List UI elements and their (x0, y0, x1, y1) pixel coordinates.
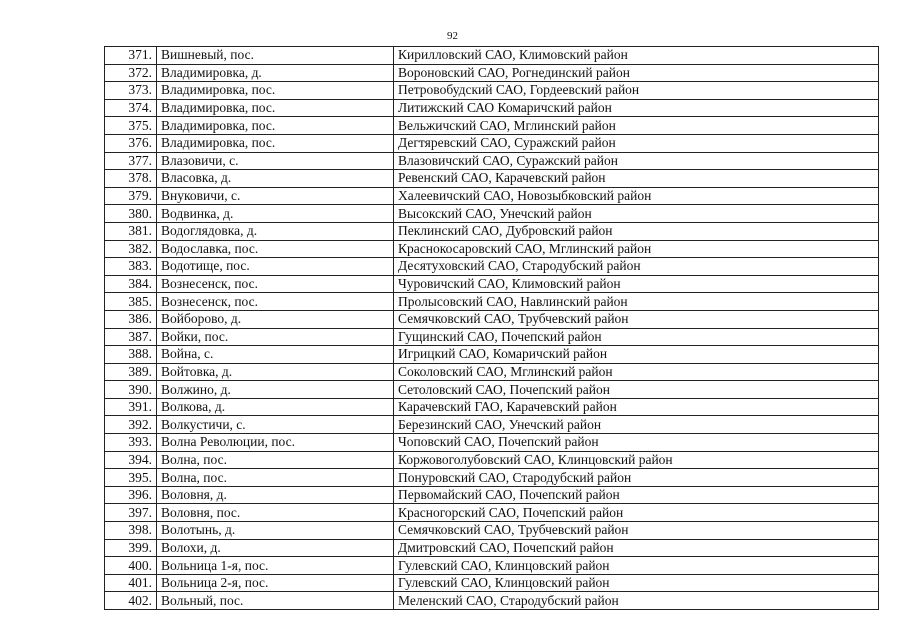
table-row (105, 293, 879, 311)
row-number: 379. (105, 187, 157, 205)
administrative-unit: Краснокосаровский САО, Мглинский район (394, 240, 879, 258)
table-row (105, 469, 879, 487)
administrative-unit: Халеевичский САО, Новозыбковский район (394, 187, 879, 205)
administrative-unit: Коржовоголубовский САО, Клинцовский район (394, 451, 879, 469)
settlement-name: Власовка, д. (157, 170, 394, 188)
table-row (105, 258, 879, 276)
table-row (105, 539, 879, 557)
row-number: 376. (105, 134, 157, 152)
table-row (105, 99, 879, 117)
table-row (105, 134, 879, 152)
row-number: 388. (105, 346, 157, 364)
row-number: 395. (105, 469, 157, 487)
settlement-name: Волжино, д. (157, 381, 394, 399)
row-number: 400. (105, 557, 157, 575)
administrative-unit: Пролысовский САО, Навлинский район (394, 293, 879, 311)
table-row (105, 504, 879, 522)
settlement-name: Волкустичи, с. (157, 416, 394, 434)
settlement-name: Волотынь, д. (157, 522, 394, 540)
row-number: 377. (105, 152, 157, 170)
administrative-unit: Вельжичский САО, Мглинский район (394, 117, 879, 135)
administrative-unit: Кирилловский САО, Климовский район (394, 47, 879, 65)
row-number: 371. (105, 47, 157, 65)
table-row (105, 486, 879, 504)
administrative-unit: Сетоловский САО, Почепский район (394, 381, 879, 399)
table-row (105, 64, 879, 82)
row-number: 373. (105, 82, 157, 100)
administrative-unit: Дегтяревский САО, Суражский район (394, 134, 879, 152)
administrative-unit: Семячковский САО, Трубчевский район (394, 310, 879, 328)
settlement-name: Войборово, д. (157, 310, 394, 328)
administrative-unit: Меленский САО, Стародубский район (394, 592, 879, 610)
row-number: 383. (105, 258, 157, 276)
row-number: 402. (105, 592, 157, 610)
table-row (105, 117, 879, 135)
row-number: 398. (105, 522, 157, 540)
table-row (105, 522, 879, 540)
table-row (105, 363, 879, 381)
table-row (105, 240, 879, 258)
row-number: 387. (105, 328, 157, 346)
settlement-name: Водотище, пос. (157, 258, 394, 276)
administrative-unit: Карачевский ГАО, Карачевский район (394, 398, 879, 416)
row-number: 386. (105, 310, 157, 328)
settlements-table (104, 46, 879, 610)
administrative-unit: Гущинский САО, Почепский район (394, 328, 879, 346)
table-row (105, 328, 879, 346)
settlement-name: Волна Революции, пос. (157, 434, 394, 452)
settlement-name: Воловня, пос. (157, 504, 394, 522)
table-row (105, 82, 879, 100)
table-row (105, 381, 879, 399)
settlement-name: Водоглядовка, д. (157, 222, 394, 240)
administrative-unit: Петровобудский САО, Гордеевский район (394, 82, 879, 100)
table-row (105, 557, 879, 575)
table-row (105, 434, 879, 452)
settlement-name: Волна, пос. (157, 451, 394, 469)
row-number: 382. (105, 240, 157, 258)
settlement-name: Вольница 1-я, пос. (157, 557, 394, 575)
settlement-name: Водвинка, д. (157, 205, 394, 223)
settlement-name: Водославка, пос. (157, 240, 394, 258)
administrative-unit: Пеклинский САО, Дубровский район (394, 222, 879, 240)
settlement-name: Войки, пос. (157, 328, 394, 346)
settlement-name: Влазовичи, с. (157, 152, 394, 170)
table-row (105, 416, 879, 434)
settlement-name: Владимировка, пос. (157, 82, 394, 100)
row-number: 392. (105, 416, 157, 434)
table-row (105, 574, 879, 592)
administrative-unit: Чуровичский САО, Климовский район (394, 275, 879, 293)
table-row (105, 152, 879, 170)
administrative-unit: Гулевский САО, Клинцовский район (394, 574, 879, 592)
table-row (105, 451, 879, 469)
table-row (105, 310, 879, 328)
row-number: 397. (105, 504, 157, 522)
table-row (105, 346, 879, 364)
row-number: 394. (105, 451, 157, 469)
administrative-unit: Понуровский САО, Стародубский район (394, 469, 879, 487)
row-number: 381. (105, 222, 157, 240)
administrative-unit: Литижский САО Комаричский район (394, 99, 879, 117)
settlement-name: Война, с. (157, 346, 394, 364)
settlement-name: Волна, пос. (157, 469, 394, 487)
administrative-unit: Семячковский САО, Трубчевский район (394, 522, 879, 540)
administrative-unit: Дмитровский САО, Почепский район (394, 539, 879, 557)
settlement-name: Вознесенск, пос. (157, 293, 394, 311)
settlement-name: Владимировка, пос. (157, 117, 394, 135)
settlements-table-body (105, 47, 879, 610)
settlement-name: Войтовка, д. (157, 363, 394, 381)
settlement-name: Воловня, д. (157, 486, 394, 504)
administrative-unit: Высокский САО, Унечский район (394, 205, 879, 223)
settlement-name: Волохи, д. (157, 539, 394, 557)
settlement-name: Вольный, пос. (157, 592, 394, 610)
row-number: 399. (105, 539, 157, 557)
administrative-unit: Влазовичский САО, Суражский район (394, 152, 879, 170)
settlement-name: Владимировка, пос. (157, 134, 394, 152)
table-row (105, 170, 879, 188)
administrative-unit: Соколовский САО, Мглинский район (394, 363, 879, 381)
administrative-unit: Ревенский САО, Карачевский район (394, 170, 879, 188)
administrative-unit: Игрицкий САО, Комаричский район (394, 346, 879, 364)
row-number: 372. (105, 64, 157, 82)
table-row (105, 205, 879, 223)
row-number: 393. (105, 434, 157, 452)
settlement-name: Внуковичи, с. (157, 187, 394, 205)
table-row (105, 47, 879, 65)
administrative-unit: Вороновский САО, Рогнединский район (394, 64, 879, 82)
table-row (105, 187, 879, 205)
settlement-name: Владимировка, пос. (157, 99, 394, 117)
row-number: 390. (105, 381, 157, 399)
page-number: 92 (447, 30, 458, 42)
table-row (105, 398, 879, 416)
row-number: 378. (105, 170, 157, 188)
administrative-unit: Чоповский САО, Почепский район (394, 434, 879, 452)
settlement-name: Волкова, д. (157, 398, 394, 416)
administrative-unit: Гулевский САО, Клинцовский район (394, 557, 879, 575)
table-row (105, 592, 879, 610)
administrative-unit: Первомайский САО, Почепский район (394, 486, 879, 504)
row-number: 385. (105, 293, 157, 311)
row-number: 389. (105, 363, 157, 381)
administrative-unit: Красногорский САО, Почепский район (394, 504, 879, 522)
row-number: 374. (105, 99, 157, 117)
settlement-name: Вольница 2-я, пос. (157, 574, 394, 592)
settlement-name: Вознесенск, пос. (157, 275, 394, 293)
administrative-unit: Березинский САО, Унечский район (394, 416, 879, 434)
row-number: 401. (105, 574, 157, 592)
table-row (105, 222, 879, 240)
row-number: 384. (105, 275, 157, 293)
table-row (105, 275, 879, 293)
row-number: 375. (105, 117, 157, 135)
settlement-name: Вишневый, пос. (157, 47, 394, 65)
row-number: 396. (105, 486, 157, 504)
administrative-unit: Десятуховский САО, Стародубский район (394, 258, 879, 276)
row-number: 380. (105, 205, 157, 223)
row-number: 391. (105, 398, 157, 416)
settlement-name: Владимировка, д. (157, 64, 394, 82)
